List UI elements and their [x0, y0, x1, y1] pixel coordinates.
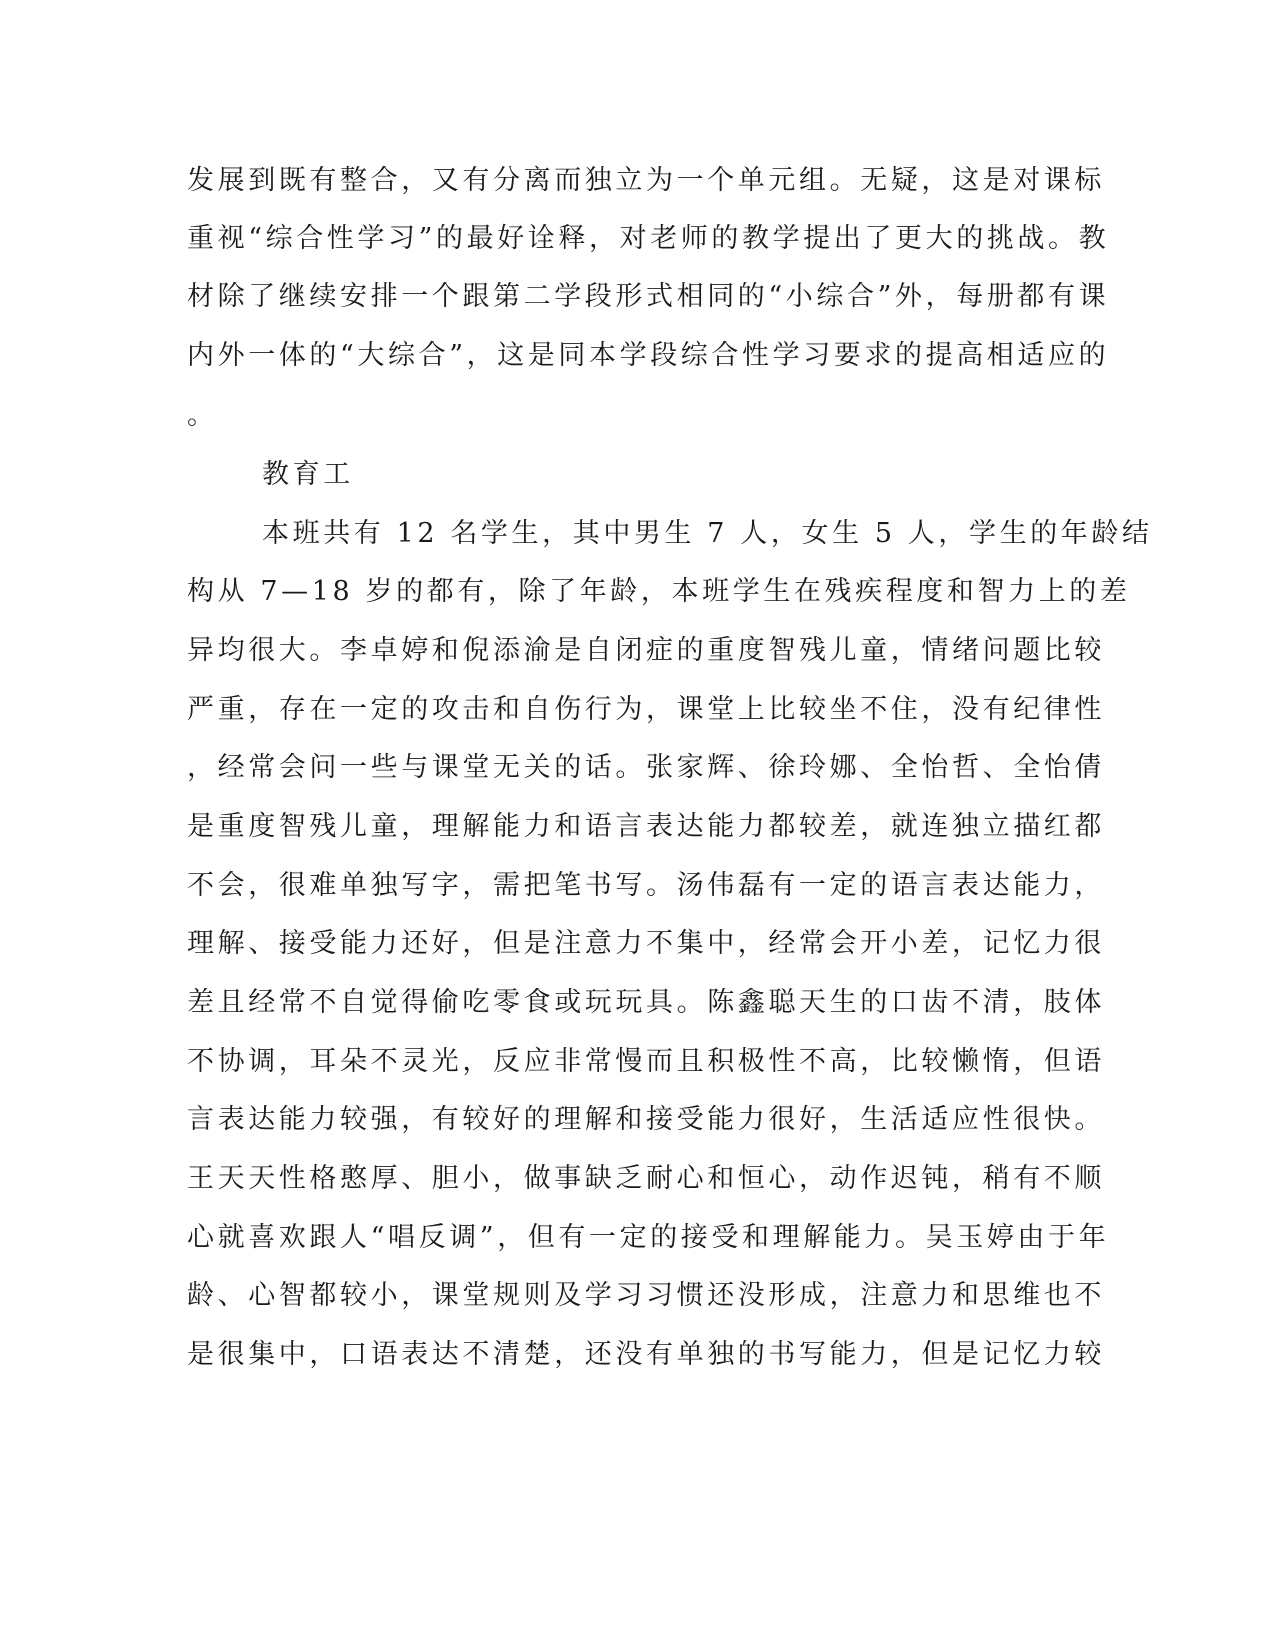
- text-line: 构从 7—18 岁的都有，除了年龄，本班学生在残疾程度和智力上的差: [187, 576, 1131, 607]
- text-line: 。: [187, 400, 218, 431]
- text-line: 是很集中，口语表达不清楚，还没有单独的书写能力，但是记忆力较: [187, 1339, 1105, 1370]
- text-line: 不协调，耳朵不灵光，反应非常慢而且积极性不高，比较懒惰，但语: [187, 1046, 1105, 1077]
- text-line: 严重，存在一定的攻击和自伤行为，课堂上比较坐不住，没有纪律性: [187, 694, 1105, 725]
- text-line: 发展到既有整合，又有分离而独立为一个单元组。无疑，这是对课标: [187, 165, 1105, 196]
- text-line: 差且经常不自觉得偷吃零食或玩玩具。陈鑫聪天生的口齿不清，肢体: [187, 987, 1105, 1018]
- section-heading: 教育工: [262, 459, 354, 490]
- text-line: 言表达能力较强，有较好的理解和接受能力很好，生活适应性很快。: [187, 1104, 1105, 1135]
- text-line: ，经常会问一些与课堂无关的话。张家辉、徐玲娜、全怡哲、全怡倩: [187, 752, 1105, 783]
- text-line: 心就喜欢跟人“唱反调”，但有一定的接受和理解能力。吴玉婷由于年: [187, 1222, 1110, 1253]
- text-line: 王天天性格憨厚、胆小，做事缺乏耐心和恒心，动作迟钝，稍有不顺: [187, 1163, 1105, 1194]
- text-line: 内外一体的“大综合”，这是同本学段综合性学习要求的提高相适应的: [187, 340, 1110, 371]
- text-line: 理解、接受能力还好，但是注意力不集中，经常会开小差，记忆力很: [187, 928, 1105, 959]
- text-line: 是重度智残儿童，理解能力和语言表达能力都较差，就连独立描红都: [187, 811, 1105, 842]
- text-line: 重视“综合性学习”的最好诠释，对老师的教学提出了更大的挑战。教: [187, 223, 1110, 254]
- text-line: 异均很大。李卓婷和倪添渝是自闭症的重度智残儿童，情绪问题比较: [187, 635, 1105, 666]
- text-line: 材除了继续安排一个跟第二学段形式相同的“小综合”外，每册都有课: [187, 281, 1110, 312]
- text-line: 不会，很难单独写字，需把笔书写。汤伟磊有一定的语言表达能力，: [187, 870, 1105, 901]
- text-line: 本班共有 12 名学生，其中男生 7 人，女生 5 人，学生的年龄结: [262, 518, 1153, 549]
- text-line: 龄、心智都较小，课堂规则及学习习惯还没形成，注意力和思维也不: [187, 1280, 1105, 1311]
